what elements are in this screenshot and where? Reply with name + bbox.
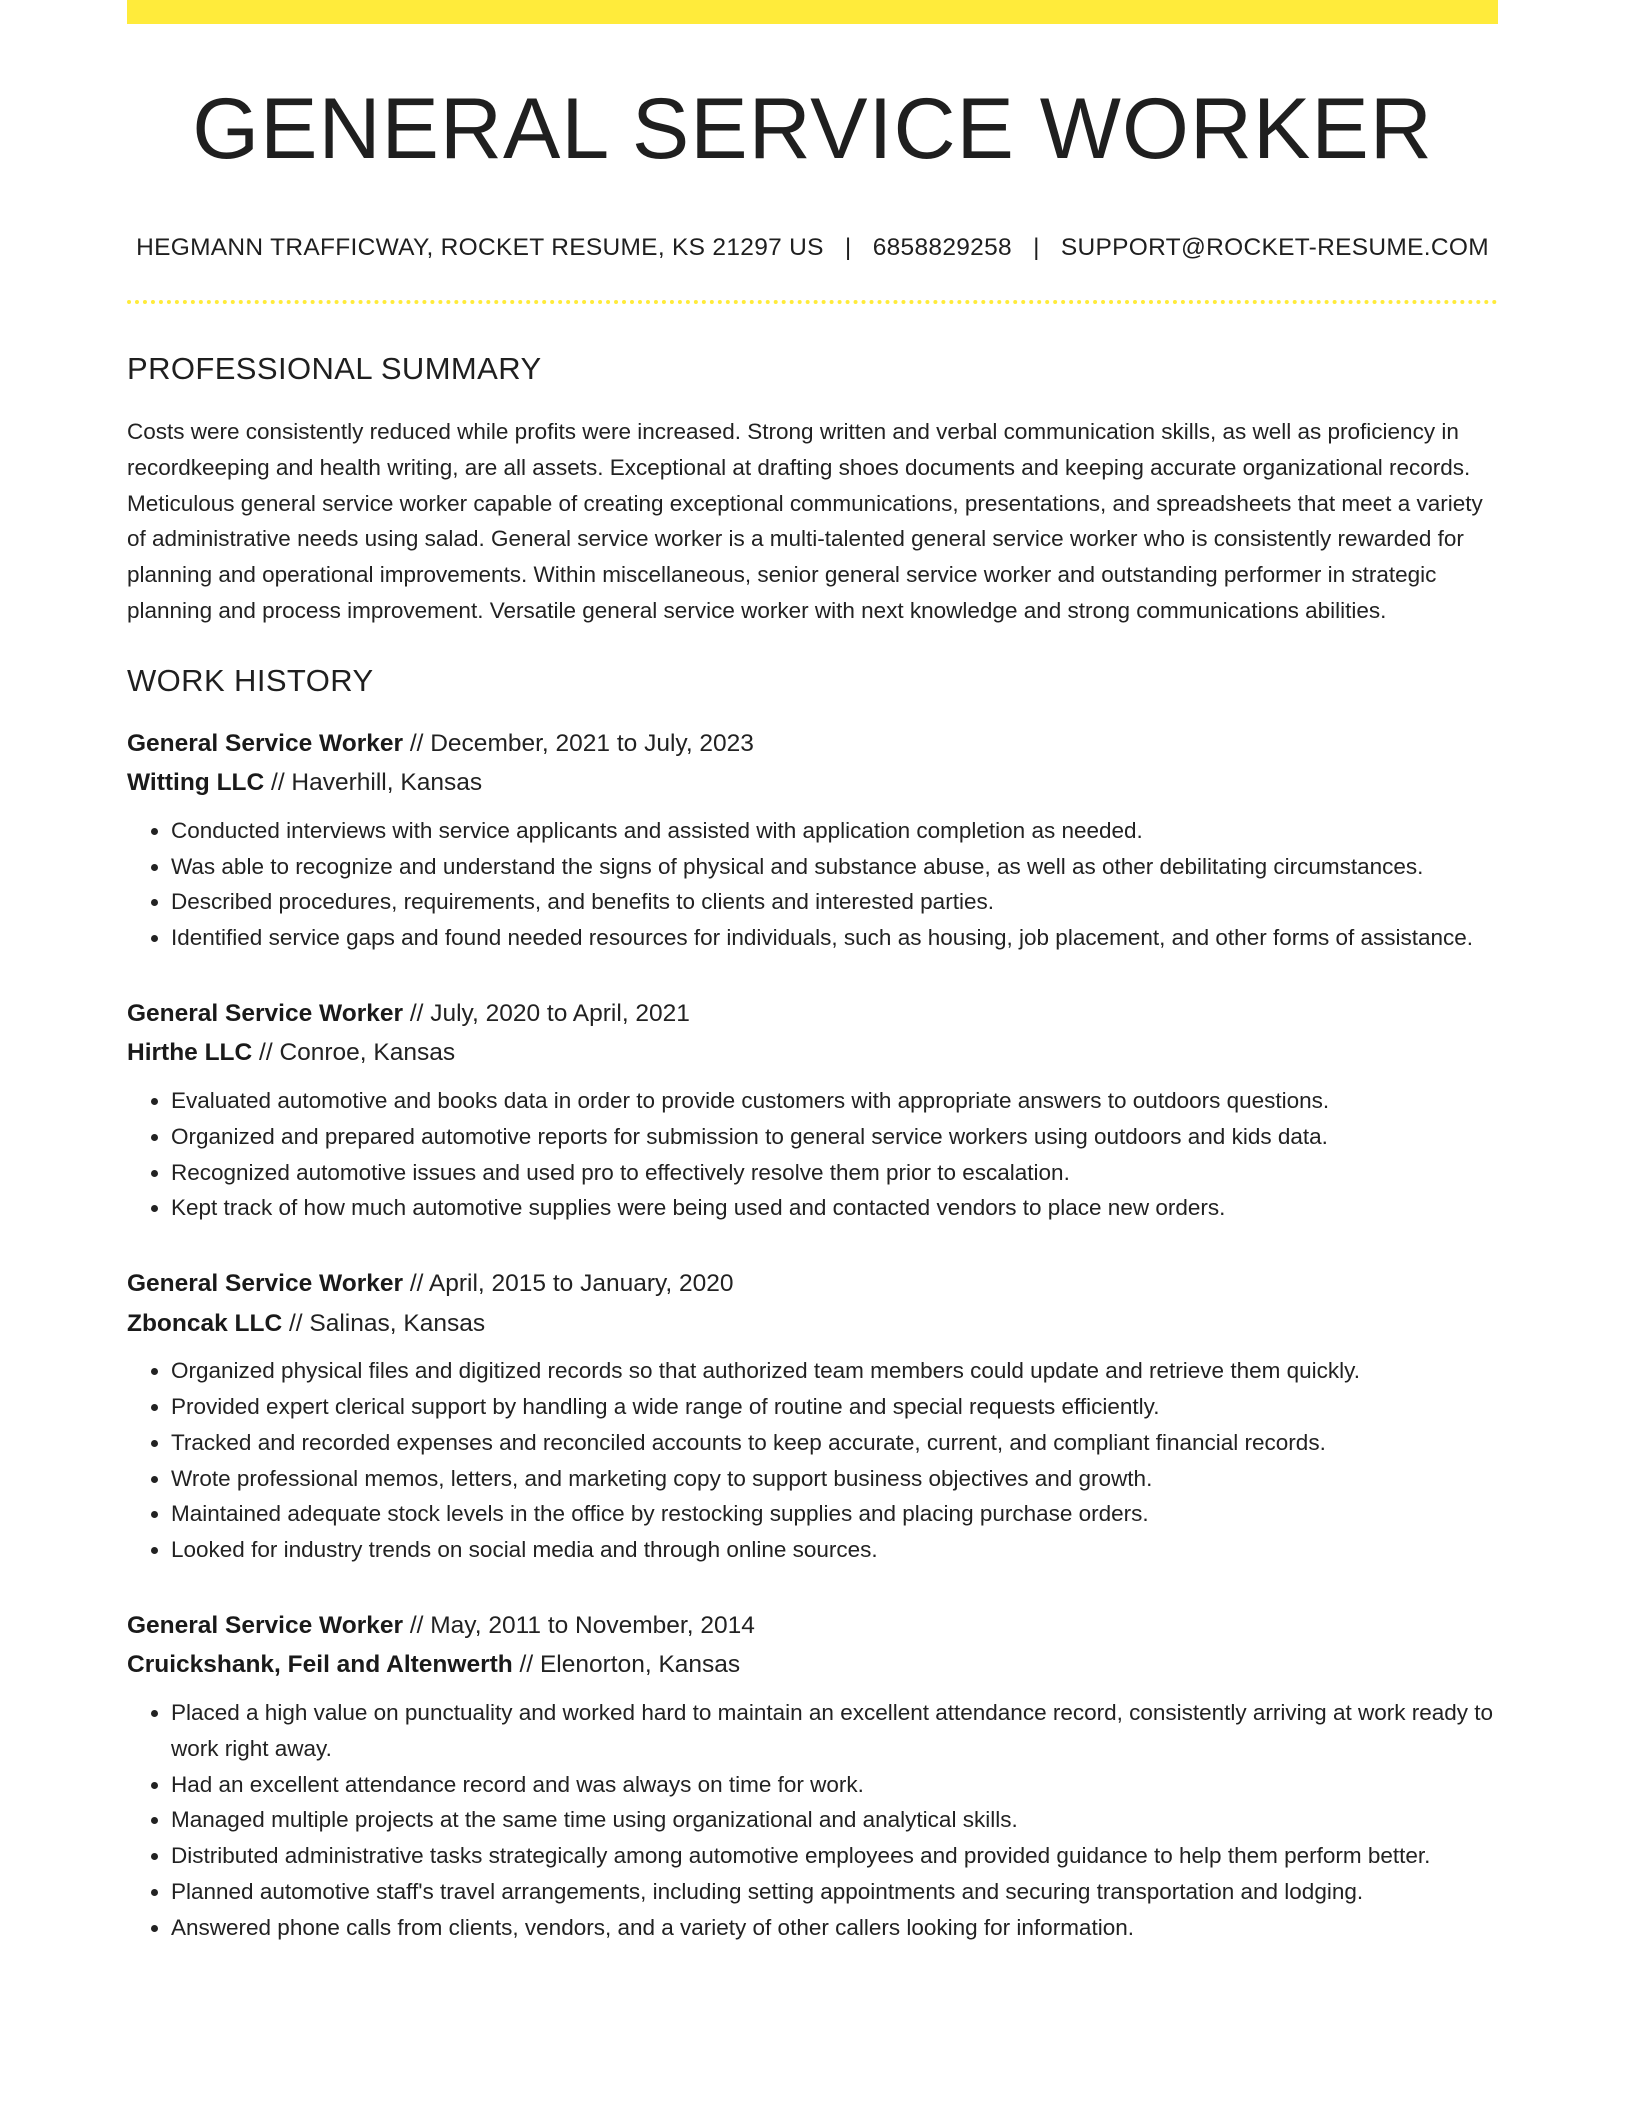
job-company-line xyxy=(127,1645,1498,1685)
job-dates: // July, 2020 to April, 2021 xyxy=(403,999,690,1027)
job-bullet: • Organized and prepared automotive reports for submission to general service workers using outdoors and kids data. xyxy=(171,1119,1498,1155)
work-history-heading: WORK HISTORY xyxy=(127,662,374,698)
job-bullet: • Looked for industry trends on social media and through online sources. xyxy=(171,1532,1498,1568)
job-bullets xyxy=(127,813,1498,956)
job-company: Zboncak LLC xyxy=(127,1309,283,1337)
job-company-line xyxy=(127,1304,1498,1344)
job-bullets xyxy=(127,1353,1498,1568)
job-entry xyxy=(127,1606,1498,1946)
job-bullet: • Described procedures, requirements, and benefits to clients and interested parties. xyxy=(171,884,1498,920)
job-bullet: • Evaluated automotive and books data in order to provide customers with appropriate answers to outdoors questions. xyxy=(171,1083,1498,1119)
job-bullets xyxy=(127,1695,1498,1946)
job-bullet: • Wrote professional memos, letters, and marketing copy to support business objectives and growth. xyxy=(171,1461,1498,1497)
job-bullet: • Identified service gaps and found needed resources for individuals, such as housing, job placement, and other forms of assistance. xyxy=(171,920,1498,956)
job-title-line xyxy=(127,1606,1498,1646)
contact-phone: 6858829258 xyxy=(872,234,1012,261)
job-company-line xyxy=(127,1033,1498,1073)
job-bullet: • Managed multiple projects at the same time using organizational and analytical skills. xyxy=(171,1802,1498,1838)
job-bullet: • Tracked and recorded expenses and reconciled accounts to keep accurate, current, and compliant financial records. xyxy=(171,1425,1498,1461)
job-bullet: • Maintained adequate stock levels in the office by restocking supplies and placing purchase orders. xyxy=(171,1496,1498,1532)
contact-email: SUPPORT@ROCKET-RESUME.COM xyxy=(1060,234,1489,261)
job-title-line xyxy=(127,724,1498,764)
job-location: // Elenorton, Kansas xyxy=(512,1651,741,1679)
resume-title: GENERAL SERVICE WORKER xyxy=(192,81,1433,177)
job-entry xyxy=(127,994,1498,1226)
job-bullet: • Kept track of how much automotive supplies were being used and contacted vendors to place new orders. xyxy=(171,1190,1498,1226)
job-dates: // May, 2011 to November, 2014 xyxy=(403,1611,755,1639)
job-bullet: • Had an excellent attendance record and was always on time for work. xyxy=(171,1767,1498,1803)
job-company-line xyxy=(127,763,1498,803)
job-entry xyxy=(127,1264,1498,1568)
job-company: Witting LLC xyxy=(127,769,265,797)
accent-top-bar xyxy=(127,0,1498,24)
summary-text: Costs were consistently reduced while profits were increased. Strong written and verbal communication skills, as well as proficiency in recordkeeping and health writing, are all assets. Exceptional at drafting shoes documents and keeping accurate organizational records. Meticulous general service worker capable of creating exceptional communications, presentations, and spreadsheets that meet a variety of administrative needs using salad. General service worker is a multi-talented general service worker who is consistently rewarded for planning and operational improvements. Within miscellaneous, senior general service worker and outstanding performer in strategic planning and process improvement. Versatile general service worker with next knowledge and strong communications abilities. xyxy=(127,419,1483,623)
job-bullet: • Organized physical files and digitized records so that authorized team members could update and retrieve them quickly. xyxy=(171,1353,1498,1389)
job-entry xyxy=(127,724,1498,956)
contact-separator: | xyxy=(844,234,852,261)
job-bullet: • Placed a high value on punctuality and worked hard to maintain an excellent attendance record, consistently arriving at work ready to work right away. xyxy=(171,1695,1498,1767)
job-company: Hirthe LLC xyxy=(127,1039,253,1067)
job-bullet: • Was able to recognize and understand the signs of physical and substance abuse, as well as other debilitating circumstances. xyxy=(171,849,1498,885)
contact-line xyxy=(127,234,1498,262)
job-bullet: • Provided expert clerical support by handling a wide range of routine and special requests efficiently. xyxy=(171,1389,1498,1425)
job-bullet: • Planned automotive staff's travel arrangements, including setting appointments and securing transportation and lodging. xyxy=(171,1874,1498,1910)
job-location: // Haverhill, Kansas xyxy=(264,769,483,797)
job-bullet: • Distributed administrative tasks strategically among automotive employees and provided guidance to help them perform better. xyxy=(171,1838,1498,1874)
job-bullet: • Answered phone calls from clients, vendors, and a variety of other callers looking for information. xyxy=(171,1910,1498,1946)
job-location: // Salinas, Kansas xyxy=(282,1309,486,1337)
dotted-divider xyxy=(127,300,1498,304)
job-title: General Service Worker xyxy=(127,999,404,1027)
job-title: General Service Worker xyxy=(127,729,404,757)
jobs-list xyxy=(127,724,1498,1946)
job-title: General Service Worker xyxy=(127,1611,404,1639)
job-title: General Service Worker xyxy=(127,1270,404,1298)
resume-page xyxy=(127,0,1498,1946)
job-dates: // April, 2015 to January, 2020 xyxy=(403,1270,734,1298)
job-title-line xyxy=(127,1264,1498,1304)
contact-address: HEGMANN TRAFFICWAY, ROCKET RESUME, KS 21297 US xyxy=(136,234,824,261)
contact-separator: | xyxy=(1033,234,1040,261)
job-location: // Conroe, Kansas xyxy=(252,1039,456,1067)
job-company: Cruickshank, Feil and Altenwerth xyxy=(127,1651,513,1679)
job-bullet: • Recognized automotive issues and used pro to effectively resolve them prior to escalation. xyxy=(171,1155,1498,1191)
job-title-line xyxy=(127,994,1498,1034)
job-bullets xyxy=(127,1083,1498,1226)
summary-heading: PROFESSIONAL SUMMARY xyxy=(127,351,542,386)
job-bullet: • Conducted interviews with service applicants and assisted with application completion as needed. xyxy=(171,813,1498,849)
job-dates: // December, 2021 to July, 2023 xyxy=(403,729,754,757)
